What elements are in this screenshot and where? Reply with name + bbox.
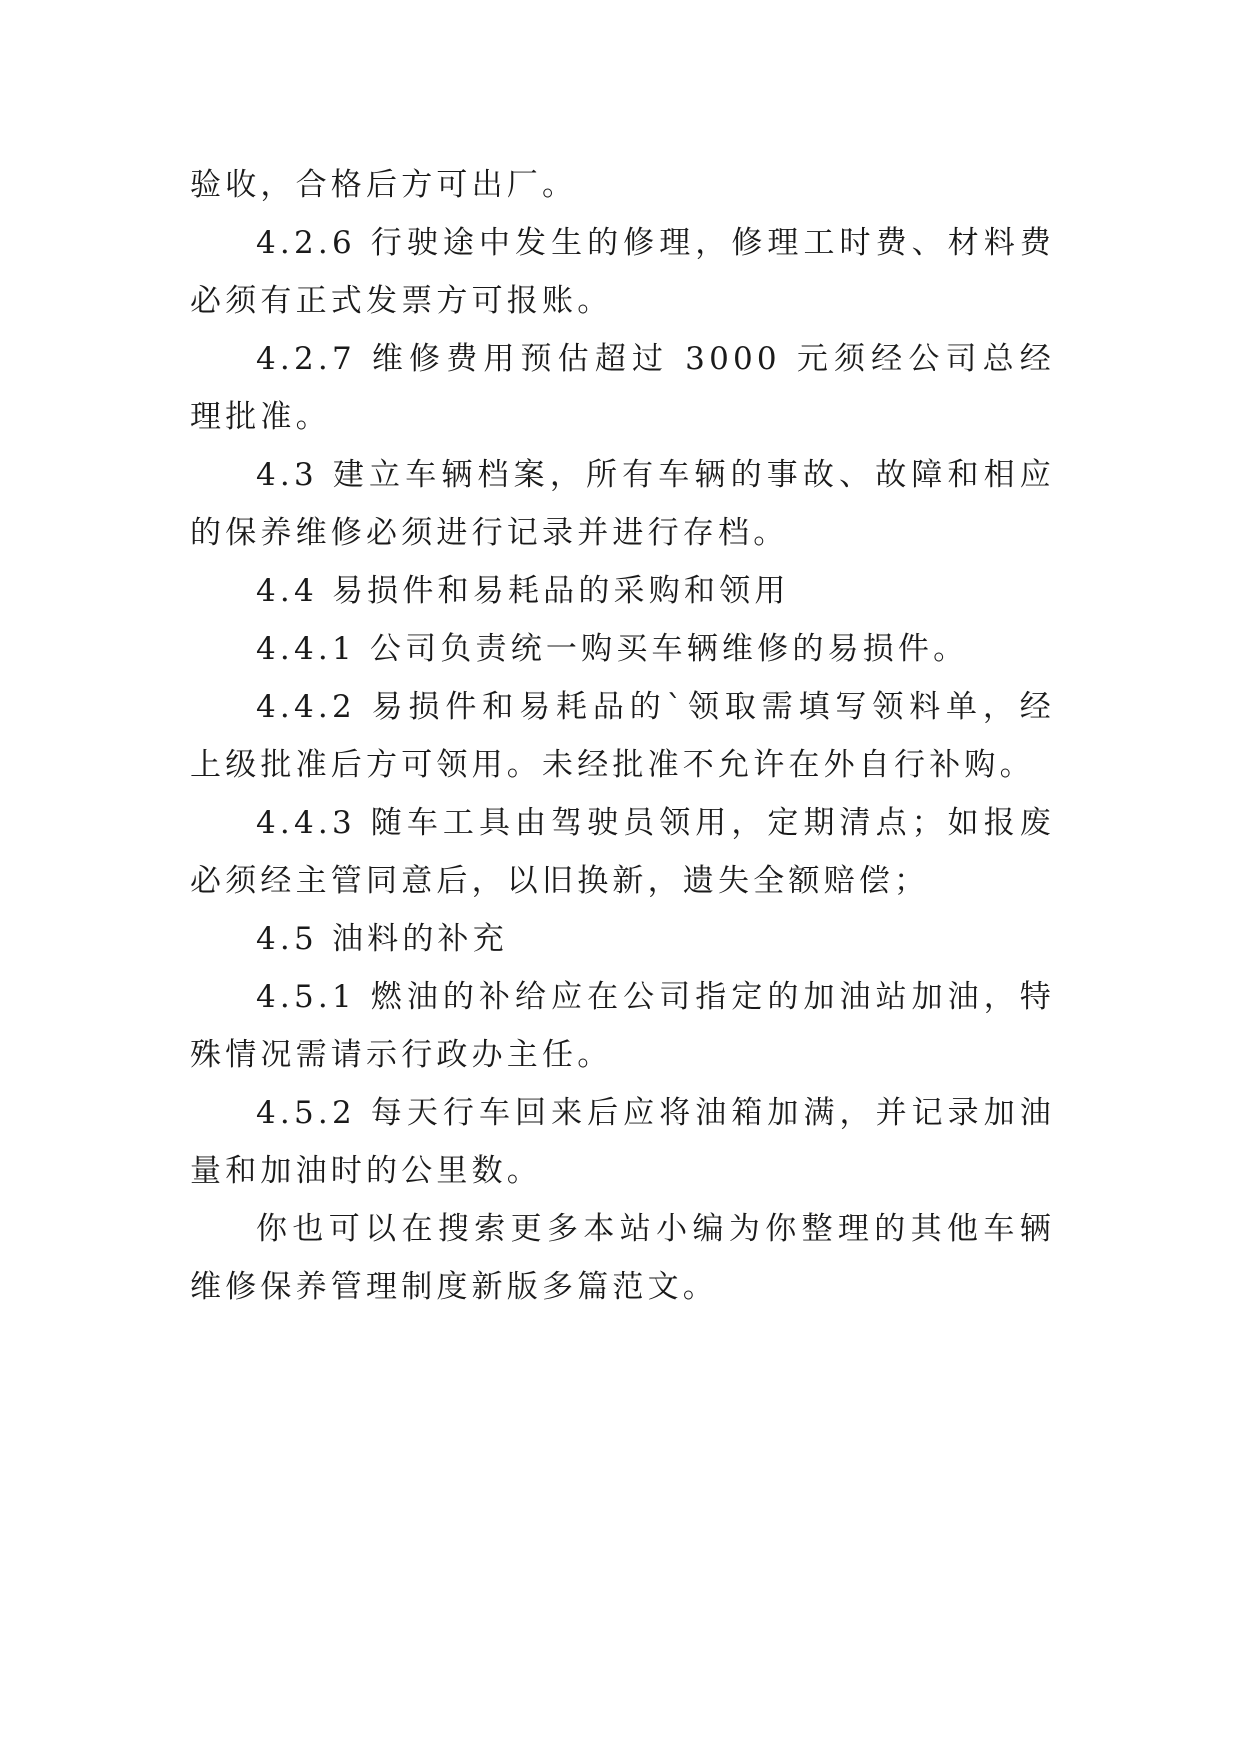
paragraph-4-3: 4.3 建立车辆档案，所有车辆的事故、故障和相应的保养维修必须进行记录并进行存档。 (190, 457, 1055, 551)
paragraph-4-5-1: 4.5.1 燃油的补给应在公司指定的加油站加油，特殊情况需请示行政办主任。 (190, 979, 1055, 1073)
paragraph-4-5-2: 4.5.2 每天行车回来后应将油箱加满，并记录加油量和加油时的公里数。 (190, 1095, 1055, 1189)
paragraph-4-4-1: 4.4.1 公司负责统一购买车辆维修的易损件。 (256, 631, 969, 667)
paragraph-4-4-3: 4.4.3 随车工具由驾驶员领用，定期清点；如报废必须经主管同意后，以旧换新，遗失全额赔偿； (190, 805, 1055, 899)
paragraph-4-4: 4.4 易损件和易耗品的采购和领用 (256, 573, 790, 609)
paragraph-continuation: 验收，合格后方可出厂。 (190, 167, 578, 203)
paragraph-4-4-2: 4.4.2 易损件和易耗品的`领取需填写领料单，经上级批准后方可领用。未经批准不允许在外自行补购。 (190, 689, 1055, 783)
paragraph-closing-note: 你也可以在搜索更多本站小编为你整理的其他车辆维修保养管理制度新版多篇范文。 (190, 1211, 1055, 1305)
paragraph-4-2-6: 4.2.6 行驶途中发生的修理，修理工时费、材料费必须有正式发票方可报账。 (190, 225, 1055, 319)
document-body (190, 156, 1055, 1316)
paragraph-4-5: 4.5 油料的补充 (256, 921, 508, 957)
paragraph-4-2-7: 4.2.7 维修费用预估超过 3000 元须经公司总经理批准。 (190, 341, 1055, 435)
